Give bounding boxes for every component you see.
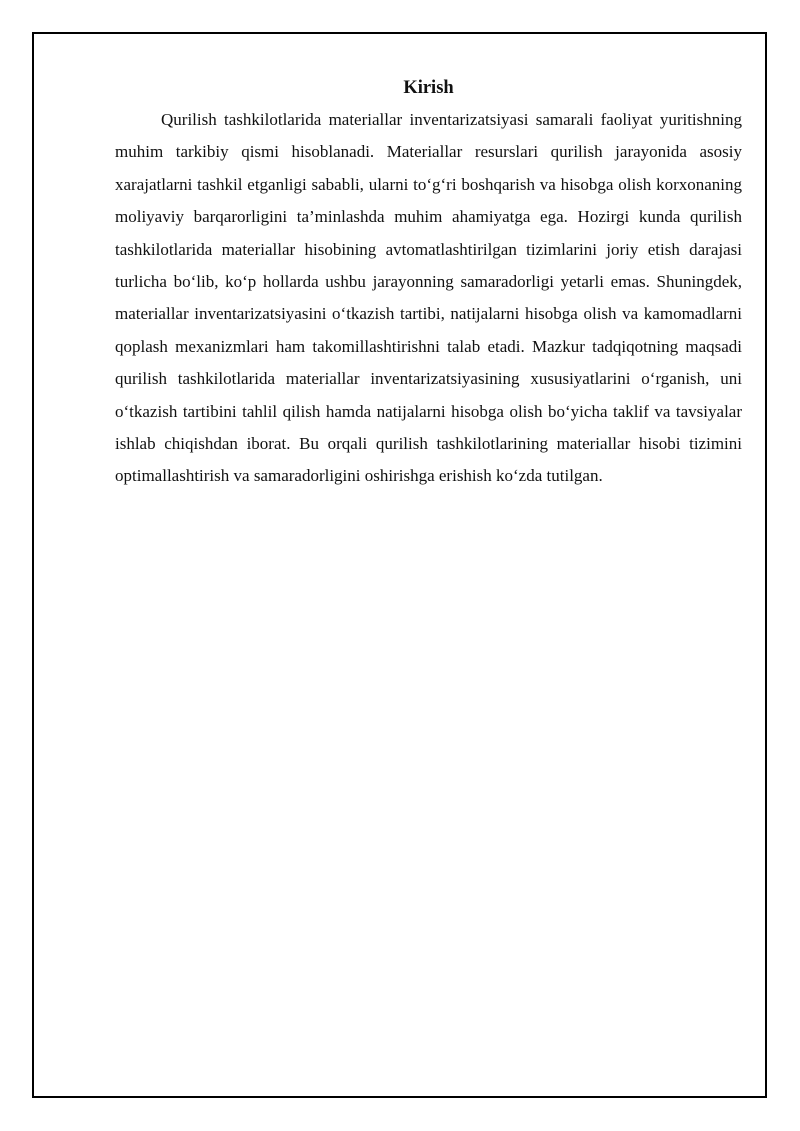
intro-paragraph: Qurilish tashkilotlarida materiallar inventarizatsiyasi samarali faoliyat yuritishning muhim tarkibiy qismi hisoblanadi. Materiallar resurslari qurilish jarayonida asosiy xarajatlarni tashkil etganligi sababli, ularni to‘g‘ri boshqarish va hisobga olish korxonaning moliyaviy barqarorligini ta’minlashda muhim ahamiyatga ega. Hozirgi kunda qurilish tashkilotlarida materiallar hisobining avtomatlashtirilgan tizimlarini joriy etish darajasi turlicha bo‘lib, ko‘p hollarda ushbu jarayonning samaradorligi yetarli emas. Shuningdek, materiallar inventarizatsiyasini o‘tkazish tartibi, natijalarni hisobga olish va kamomadlarni qoplash mexanizmlari ham takomillashtirishni talab etadi. Mazkur tadqiqotning maqsadi qurilish tashkilotlarida materiallar inventarizatsiyasining xususiyatlarini o‘rganish, uni o‘tkazish tartibini tahlil qilish hamda natijalarni hisobga olish bo‘yicha taklif va tavsiyalar ishlab chiqishdan iborat. Bu orqali qurilish tashkilotlarining materiallar hisobi tizimini optimallashtirish va samaradorligini oshirishga erishish ko‘zda tutilgan. xyxy=(115,110,742,486)
document-body xyxy=(115,74,742,493)
page-title: Kirish xyxy=(403,78,454,98)
